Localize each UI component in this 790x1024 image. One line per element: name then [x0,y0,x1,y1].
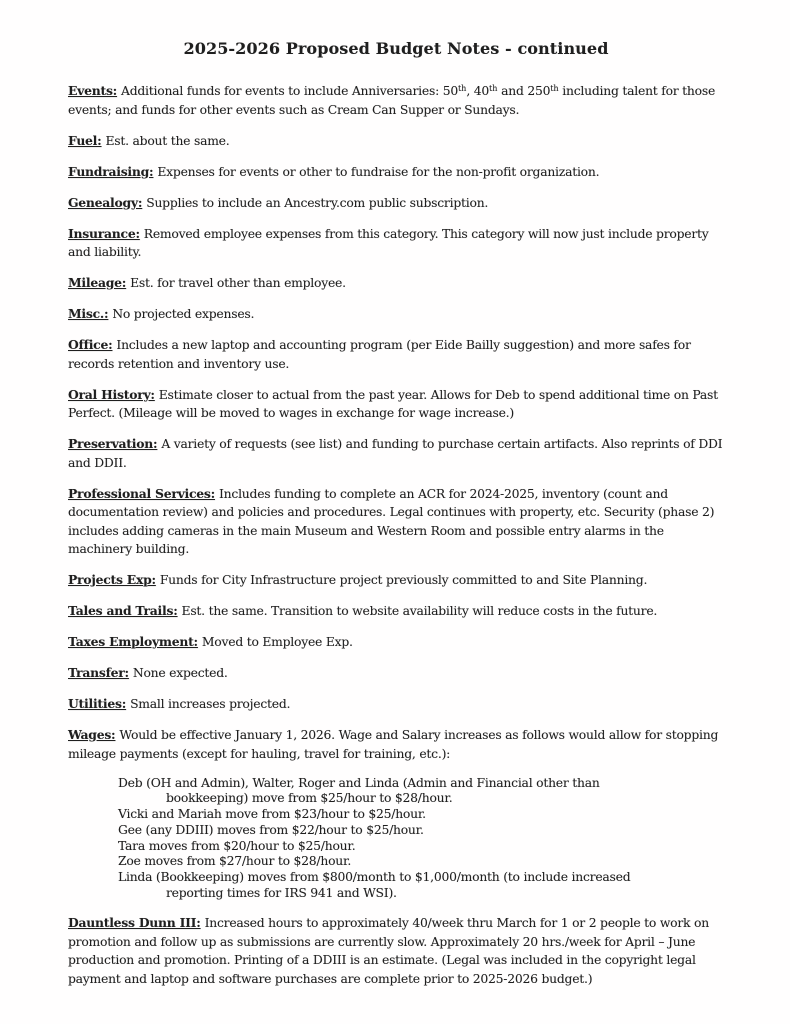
wage-list-item: Zoe moves from $27/hour to $28/hour. [118,854,352,869]
section-text: A variety of requests (see list) and funding to purchase certain artifacts. Also reprints of DDI and DDII. [68,437,723,470]
section-text: Est. for travel other than employee. [130,276,346,290]
section-text: Funds for City Infrastructure project previously committed to and Site Planning. [159,573,648,587]
wage-list-item: Linda (Bookkeeping) moves from $800/month to $1,000/month (to include increased reporting times for IRS 941 and WSI). [118,870,631,901]
section-taxes-employment [68,633,724,652]
section-dauntless-dunn-iii [68,914,724,988]
section-wages [68,726,724,763]
section-insurance [68,225,724,262]
section-label: Fundraising: [68,163,154,179]
section-text: Increased hours to approximately 40/week thru March for 1 or 2 people to work on promotion and follow up as submissions are currently slow. Approximately 20 hrs./week for April – June production and promotion. Printing of a DDIII is an estimate. (Legal was included in the copyright legal payment and laptop and software purchases are complete prior to 2025-2026 budget.) [68,916,709,986]
section-professional-services [68,485,724,559]
section-text: Est. the same. Transition to website availability will reduce costs in the future. [181,604,658,618]
section-label: Preservation: [68,436,158,451]
section-label: Transfer: [68,665,129,680]
section-oral-history [68,386,724,423]
section-transfer [68,664,724,683]
section-text: Moved to Employee Exp. [201,635,353,649]
section-fundraising [68,163,724,182]
section-label: Fuel: [68,132,102,148]
section-text: Includes a new laptop and accounting program (per Eide Bailly suggestion) and more safes for records retention and inventory use. [68,338,691,371]
section-genealogy [68,194,724,213]
wage-list-item: Tara moves from $20/hour to $25/hour. [118,838,356,853]
section-label: Genealogy: [68,194,143,210]
section-label: Professional Services: [68,485,215,501]
section-label: Dauntless Dunn III: [68,915,201,931]
page-title: 2025-2026 Proposed Budget Notes - continued [183,39,609,58]
section-text: No projected expenses. [112,307,255,321]
section-projects-exp [68,571,724,590]
section-label: Insurance: [68,225,140,241]
section-utilities [68,695,724,714]
section-label: Events: [68,83,118,98]
wage-list-item: Vicki and Mariah move from $23/hour to $25/hour. [118,807,426,822]
section-text: Estimate closer to actual from the past year. Allows for Deb to spend additional time on Past Perfect. (Mileage will be moved to wages in exchange for wage increase.) [68,387,718,420]
section-text: and 250 [497,84,551,98]
section-text: Removed employee expenses from this category. This category will now just include property and liability. [68,226,709,259]
section-label: Mileage: [68,275,127,290]
ordinal-suffix: th [457,84,467,93]
section-label: Office: [68,337,113,352]
wage-increase-list [68,776,724,902]
section-office [68,336,724,373]
ordinal-suffix: th [550,84,559,93]
section-text: Would be effective January 1, 2026. Wage and Salary increases as follows would allow for stopping mileage payments (except for hauling, travel for training, etc.): [68,728,719,761]
section-label: Misc.: [68,306,109,321]
section-text: including talent for those events; and funds for other events such as Cream Can Supper or Sundays. [68,84,716,117]
section-text: Includes funding to complete an ACR for 2024-2025, inventory (count and documentation review) and policies and procedures. Legal continues with property, etc. Security (phase 2) includes adding cameras in the main Museum and Western Room and possible entry alarms in the machinery building. [68,486,715,556]
section-label: Utilities: [68,696,127,711]
section-label: Oral History: [68,386,155,402]
section-text: Supplies to include an Ancestry.com public subscription. [146,195,489,210]
section-text: None expected. [132,666,228,680]
section-text: Expenses for events or other to fundraise for the non-profit organization. [157,164,600,179]
section-mileage [68,274,724,293]
section-label: Tales and Trails: [68,603,178,618]
section-label: Taxes Employment: [68,634,198,649]
section-events [68,82,724,119]
section-label: Wages: [68,727,116,742]
section-fuel [68,132,724,151]
section-preservation [68,435,724,472]
section-label: Projects Exp: [68,572,156,587]
section-tales-and-trails [68,602,724,621]
ordinal-suffix: th [489,84,498,93]
wage-list-item: Deb (OH and Admin), Walter, Roger and Linda (Admin and Financial other than bookkeeping) move from $25/hour to $28/hour. [118,775,600,806]
section-text: Additional funds for events to include Anniversaries: 50 [121,84,458,98]
section-text: Est. about the same. [105,133,230,148]
wage-list-item: Gee (any DDIII) moves from $22/hour to $25/hour. [118,822,424,837]
section-text: , 40 [466,84,490,98]
section-misc [68,305,724,324]
section-text: Small increases projected. [130,697,291,711]
